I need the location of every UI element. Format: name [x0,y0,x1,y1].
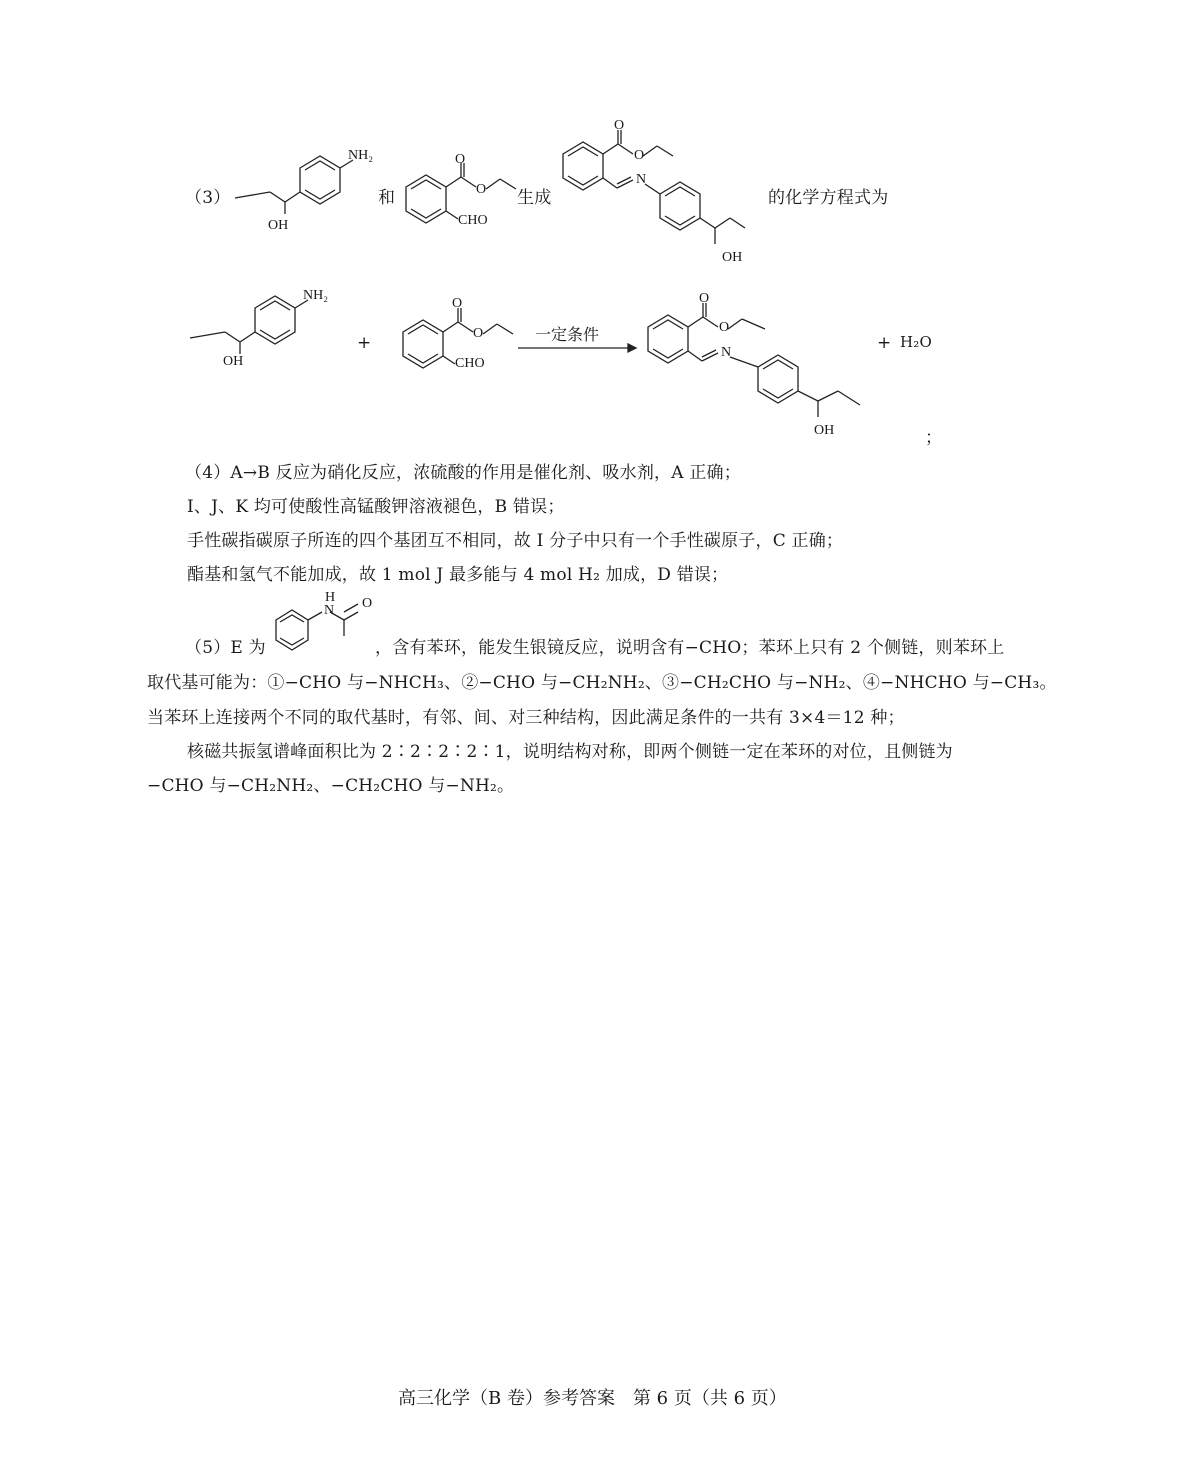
reaction-condition: 一定条件 [535,325,600,344]
q3-number: （3） [185,188,231,208]
label-n-2: N [721,345,732,360]
label-nh2-2: NH₂ [303,288,329,303]
label-o-ester-3: O [473,326,484,341]
label-cho-1: CHO [458,213,488,228]
q5-line5: −CHO 与−CH₂NH₂、−CH₂CHO 与−NH₂。 [147,776,515,796]
label-o-ester-4: O [719,320,730,335]
q4-line1: （4）A→B 反应为硝化反应，浓硫酸的作用是催化剂、吸水剂，A 正确； [185,463,741,483]
label-o-ester-1: O [476,182,487,197]
structure-imine-product-2 [640,285,880,445]
q3-he: 和 [378,188,396,208]
q3-tail: 的化学方程式为 [768,188,889,208]
label-h-acetanilide: H [325,590,336,605]
q4-line4: 酯基和氢气不能加成，故 1 mol J 最多能与 4 mol H₂ 加成，D 错误； [187,565,729,585]
label-o-ester-2: O [634,148,645,163]
label-nh2-1: NH₂ [348,148,374,163]
structure-imine-product-1 [555,112,755,272]
label-o-acetanilide: O [362,596,373,611]
page-footer: 高三化学（B 卷）参考答案 第 6 页（共 6 页） [398,1388,787,1409]
q3-plus: + [357,333,372,353]
label-o-carbonyl-4: O [699,291,710,306]
q5-prefix: （5）E 为 [185,638,266,658]
label-oh-4: OH [814,423,835,438]
label-n-acetanilide: N [324,603,335,618]
q5-line2: 取代基可能为：①−CHO 与−NHCH₃、②−CHO 与−CH₂NH₂、③−CH₂CHO 与−NH₂、④−NHCHO 与−CH₃。 [147,673,1057,693]
label-o-carbonyl-1: O [455,152,466,167]
q5-line3: 当苯环上连接两个不同的取代基时，有邻、间、对三种结构，因此满足条件的一共有 3×4＝12 种； [147,708,905,728]
reaction-arrow [518,342,638,354]
q3-shengcheng: 生成 [517,188,552,208]
label-oh-2: OH [722,250,743,265]
label-oh-3: OH [223,354,244,369]
q5-line4: 核磁共振氢谱峰面积比为 2∶2∶2∶2∶1，说明结构对称，即两个侧链一定在苯环的对位，且侧链为 [187,742,953,762]
q5-after-struct: ，含有苯环，能发生银镜反应，说明含有−CHO；苯环上只有 2 个侧链，则苯环上 [375,638,1005,658]
label-oh-1: OH [268,218,289,233]
label-o-carbonyl-3: O [452,296,463,311]
q4-line3: 手性碳指碳原子所连的四个基团互不相同，故 I 分子中只有一个手性碳原子，C 正确； [187,531,844,551]
q3-plus2: + [877,333,892,353]
label-n-1: N [636,172,647,187]
label-cho-2: CHO [455,356,485,371]
q4-line2: I、J、K 均可使酸性高锰酸钾溶液褪色，B 错误； [187,497,565,517]
q3-semicolon: ； [925,428,943,448]
water: H₂O [900,333,932,351]
label-o-carbonyl-2: O [614,118,625,133]
